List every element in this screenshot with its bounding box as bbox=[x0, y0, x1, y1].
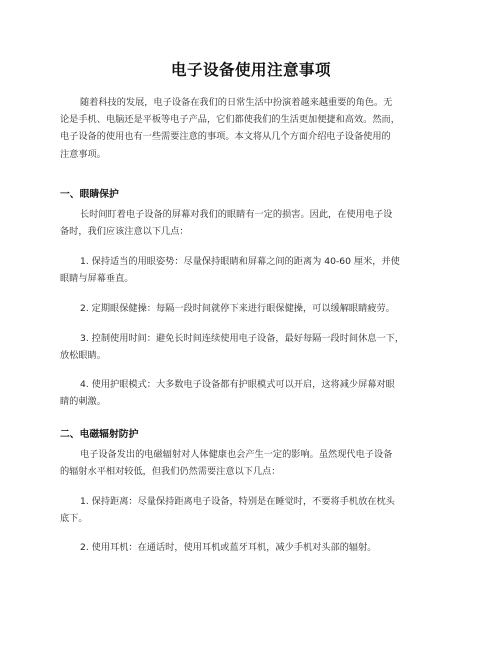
text-line: 随着科技的发展，电子设备在我们的日常生活中扮演着越来越重要的角色。无 bbox=[80, 97, 393, 108]
section-heading-emr-protection: 二、电磁辐射防护 bbox=[60, 429, 139, 440]
section-1-item-4 bbox=[60, 376, 440, 410]
text-line: 1. 保持适当的用眼姿势：尽量保持眼睛和屏幕之间的距离为 40-60 厘米，并使 bbox=[80, 256, 400, 267]
section-heading-eye-protection: 一、眼睛保护 bbox=[60, 189, 119, 200]
text-line: 底下。 bbox=[60, 513, 88, 525]
text-line: 睛的刺激。 bbox=[60, 396, 106, 408]
document-title: 电子设备使用注意事项 bbox=[170, 61, 331, 79]
text-line: 备时，我们应该注意以下几点： bbox=[60, 226, 189, 238]
section-1-item-1 bbox=[60, 253, 440, 287]
section-2-item-1 bbox=[60, 493, 440, 527]
section-2-intro bbox=[60, 446, 440, 480]
text-line: 注意事项。 bbox=[60, 148, 106, 160]
text-line: 论是手机、电脑还是平板等电子产品，它们都使我们的生活更加便捷和高效。然而， bbox=[60, 114, 400, 126]
text-line: 2. 定期眼保健操：每隔一段时间就停下来进行眼保健操，可以缓解眼睛疲劳。 bbox=[80, 303, 395, 314]
section-1-intro bbox=[60, 206, 440, 240]
text-line: 电子设备发出的电磁辐射对人体健康也会产生一定的影响。虽然现代电子设备 bbox=[80, 449, 393, 460]
text-line: 的辐射水平相对较低，但我们仍然需要注意以下几点： bbox=[60, 466, 281, 478]
section-1-item-3 bbox=[60, 330, 440, 364]
text-line: 放松眼睛。 bbox=[60, 350, 106, 362]
section-1-item-2 bbox=[60, 300, 440, 317]
text-line: 电子设备的使用也有一些需要注意的事项。本文将从几个方面介绍电子设备使用的 bbox=[60, 131, 391, 143]
text-line: 长时间盯着电子设备的屏幕对我们的眼睛有一定的损害。因此，在使用电子设 bbox=[80, 209, 393, 220]
text-line: 3. 控制使用时间：避免长时间连续使用电子设备，最好每隔一段时间休息一下， bbox=[80, 333, 405, 344]
section-2-item-2 bbox=[60, 539, 440, 556]
text-line: 眼睛与屏幕垂直。 bbox=[60, 273, 134, 285]
intro-paragraph bbox=[60, 94, 440, 163]
text-line: 2. 使用耳机：在通话时，使用耳机或蓝牙耳机，减少手机对头部的辐射。 bbox=[80, 542, 377, 553]
text-line: 1. 保持距离：尽量保持距离电子设备，特别是在睡觉时，不要将手机放在枕头 bbox=[80, 496, 395, 507]
text-line: 4. 使用护眼模式：大多数电子设备都有护眼模式可以开启，这将减少屏幕对眼 bbox=[80, 379, 395, 390]
